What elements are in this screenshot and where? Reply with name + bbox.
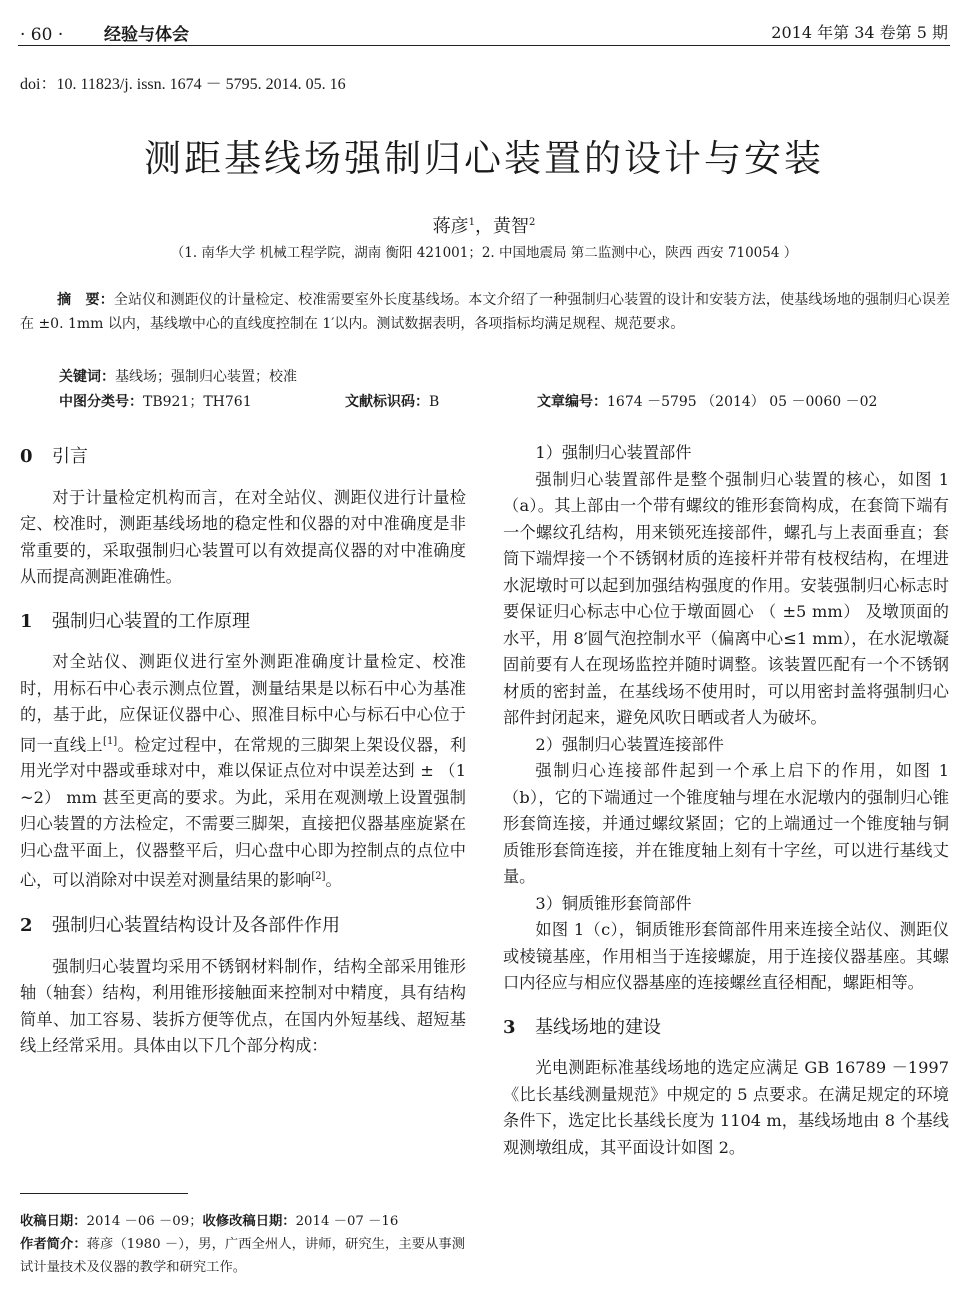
subsection-1-title: 1）强制归心装置部件: [535, 443, 692, 462]
author-1: 蒋彦: [432, 216, 469, 237]
section-2-paragraph: 强制归心装置均采用不锈钢材料制作，结构全部采用锥形轴（轴套）结构，利用锥形接触面来控制对中精度，具有结构简单、加工容易、装拆方便等优点，在国内外短基线、超短基线上经常采用。具体由以下几个部分构成：: [20, 956, 466, 1056]
left-column: [20, 444, 466, 1060]
section-1-paragraph: 对全站仪、测距仪进行室外测距准确度计量检定、校准时，用标石中心表示测点位置，测量结果是以标石中心为基准的，基于此，应保证仪器中心、照准目标中心与标石中心位于同一直线上[1]。检定过程中，在常规的三脚架上架设仪器，利用光学对中器或垂球对中，难以保证点位对中误差达到 ± （1 ~2） mm 甚至更高的要求。为此，采用在观测墩上设置强制归心装置的方法检定，不需要三脚架，直接把仪器基座旋紧在归心盘平面上，仪器整平后，归心盘中心即为控制点的点位中心，可以消除对中误差对测量结果的影响[2]。: [20, 652, 467, 890]
section-0-paragraph: 对于计量检定机构而言，在对全站仪、测距仪进行计量检定、校准时，测距基线场地的稳定性和仪器的对中准确度是非常重要的，采取强制归心装置可以有效提高仪器的对中准确度从而提高测距准确性。: [20, 487, 466, 586]
affiliations: （1. 南华大学 机械工程学院，湖南 衡阳 421001；2. 中国地震局 第二监测中心，陕西 西安 710054 ）: [170, 245, 798, 261]
paper-title: 测距基线场强制归心装置的设计与安装: [144, 137, 824, 180]
received-dates: 收稿日期：2014 －06 －09；收修改稿日期：2014 －07 －16: [20, 1214, 399, 1229]
section-2-heading: 2 强制归心装置结构设计及各部件作用: [20, 915, 340, 937]
keywords-text: 基线场；强制归心装置；校准: [115, 369, 297, 385]
abstract: [20, 289, 950, 336]
header-rule: [18, 45, 950, 46]
journal-issue: 2014 年第 34 卷第 5 期: [771, 23, 948, 42]
author-separator: ，: [475, 216, 493, 237]
subsection-2-title: 2）强制归心装置连接部件: [535, 734, 724, 754]
subsection-1-text: 强制归心装置部件是整个强制归心装置的核心，如图 1（a）。其上部由一个带有螺纹的锥形套筒构成，在套筒下端有一个螺纹孔结构，用来锁死连接部件，螺孔与上表面垂直；套筒下端焊接一个不锈钢材质的连接杆并带有枝杈结构，在埋进水泥墩时可以起到加强结构强度的作用。安装强制归心标志时要保证归心标志中心位于墩面圆心 （ ±5 mm） 及墩顶面的水平，用 8′圆气泡控制水平（偏离中心≤1 mm），在水泥墩凝固前要有人在现场监控并随时调整。该装置匹配有一个不锈钢材质的密封盖，在基线场不使用时，可以用密封盖将强制归心部件封闭起来，避免风吹日晒或者人为破坏。: [503, 469, 949, 727]
clc-number: 中图分类号：TB921；TH761: [59, 394, 252, 410]
author-1-affil: 1: [468, 217, 475, 228]
author-bio: 作者简介：蒋彦（1980 －），男，广西全州人，讲师，研究生，主要从事测试计量技术及仪器的教学和研究工作。: [20, 1237, 466, 1275]
article-number: 文章编号：1674 －5795 （2014） 05 －0060 －02: [537, 394, 878, 410]
section-3-heading: 3 基线场地的建设: [503, 1016, 661, 1038]
footnote-rule: [20, 1193, 188, 1194]
page-number: · 60 ·: [20, 25, 64, 45]
author-2: 黄智: [493, 216, 529, 237]
section-0-heading: 0 引言: [20, 446, 88, 467]
keywords-label: 关键词：: [59, 369, 115, 385]
abstract-label: 摘 要：: [57, 292, 114, 308]
subsection-3-text: 如图 1（c），铜质锥形套筒部件用来连接全站仪、测距仪或棱镜基座，作用相当于连接螺旋，用于连接仪器基座。其螺口内径应与相应仪器基座的连接螺丝直径相配，螺距相等。: [503, 920, 949, 992]
running-header-left: [20, 20, 189, 45]
column-name: 经验与体会: [104, 25, 189, 45]
citation-1: [1]: [103, 735, 118, 747]
section-3-paragraph: 光电测距标准基线场地的选定应满足 GB 16789 －1997《比长基线测量规范》中规定的 5 点要求。在满足规定的环境条件下，选定比长基线长度为 1104 m，基线场地由 8 个基线观测墩组成，其平面设计如图 2。: [503, 1058, 949, 1157]
document-code: 文献标识码：B: [345, 394, 440, 410]
citation-2: [2]: [311, 871, 326, 883]
authors: [0, 212, 968, 238]
keywords: [59, 366, 297, 386]
abstract-text: 全站仪和测距仪的计量检定、校准需要室外长度基线场。本文介绍了一种强制归心装置的设计和安装方法，使基线场地的强制归心误差在 ±0. 1mm 以内，基线墩中心的直线度控制在 1′以内。测试数据表明，各项指标均满足规程、规范要求。: [20, 292, 950, 332]
subsection-2-text: 强制归心连接部件起到一个承上启下的作用，如图 1（b），它的下端通过一个锥度轴与埋在水泥墩内的强制归心锥形套筒连接，并通过螺纹紧固；它的上端通过一个锥度轴与铜质锥形套筒连接，并在锥度轴上刻有十字丝，可以进行基线丈量。: [503, 761, 949, 886]
section-1-heading: 1 强制归心装置的工作原理: [20, 610, 250, 632]
subsection-3-title: 3）铜质锥形套筒部件: [535, 893, 692, 913]
right-column: [503, 440, 949, 1161]
footnote: [20, 1210, 465, 1279]
doi: doi：10. 11823/j. issn. 1674 － 5795. 2014. 05. 16: [20, 76, 346, 93]
author-2-affil: 2: [529, 217, 536, 228]
